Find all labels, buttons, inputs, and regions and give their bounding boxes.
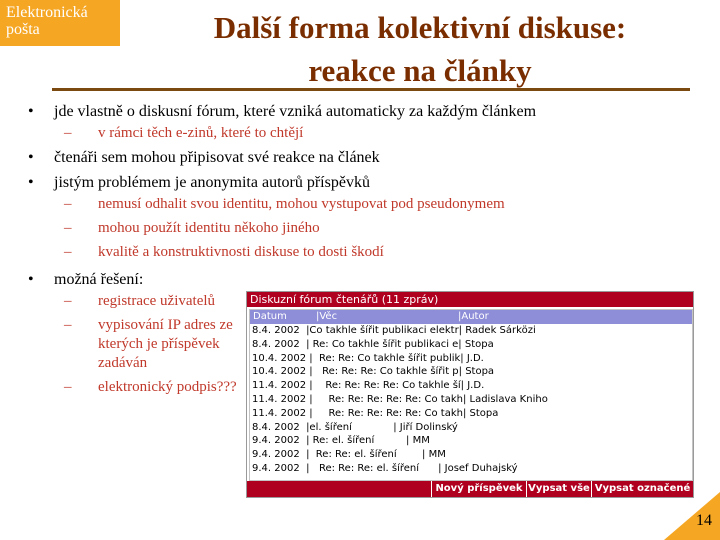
- message-row[interactable]: 10.4. 2002 | Re: Re: Co takhle šířit publik| J.D.: [252, 352, 484, 364]
- title-line-2: reakce na články: [308, 53, 532, 88]
- bullet-text: možná řešení:: [54, 271, 144, 288]
- message-row[interactable]: 8.4. 2002 | Re: Co takhle šířit publikaci e| Stopa: [252, 338, 494, 350]
- list-selected-button[interactable]: Vypsat označené: [591, 481, 693, 497]
- message-row[interactable]: 11.4. 2002 | Re: Re: Re: Re: Co takhle ší| J.D.: [252, 380, 485, 392]
- forum-table-header: [250, 310, 692, 324]
- message-row[interactable]: 9.4. 2002 | Re: Re: Re: el. šíření | Josef Duhajský: [252, 462, 518, 474]
- forum-message-list[interactable]: [249, 309, 693, 481]
- discussion-forum-window: [246, 291, 694, 498]
- forum-button-bar: [247, 481, 693, 497]
- sub-bullet-item: – kvalitě a konstruktivnosti diskuse to dosti škodí: [64, 243, 706, 262]
- section-badge: [0, 0, 120, 46]
- badge-line-2: pošta: [6, 21, 40, 38]
- message-row[interactable]: 8.4. 2002 |Co takhle šířit publikaci elektr| Radek Sárközi: [252, 325, 536, 336]
- list-all-button[interactable]: Vypsat vše: [526, 481, 591, 497]
- column-header-subject[interactable]: |Věc: [316, 311, 338, 322]
- sub-bullet-item: – mohou použít identitu někoho jiného: [64, 219, 706, 238]
- title-line-1: Další forma kolektivní diskuse:: [213, 10, 627, 45]
- page-number: 14: [696, 512, 712, 529]
- bullet-text: jde vlastně o diskusní fórum, které vzniká automaticky za každým článkem: [54, 103, 537, 120]
- column-header-author[interactable]: |Autor: [458, 311, 489, 322]
- sub-bullet-item: – registrace uživatelů: [64, 292, 248, 311]
- slide-title: [150, 6, 690, 92]
- sub-bullet-list: [54, 124, 706, 143]
- message-row[interactable]: 10.4. 2002 | Re: Re: Re: Co takhle šířit p| Stopa: [252, 366, 495, 378]
- sub-bullet-item: – vypisování IP adres ze kterých je příspěvek zadáván: [64, 316, 248, 373]
- badge-line-1: Elektronická: [6, 4, 88, 21]
- bullet-item: [26, 173, 706, 262]
- column-header-date[interactable]: Datum: [253, 311, 287, 322]
- message-row[interactable]: 11.4. 2002 | Re: Re: Re: Re: Re: Co takh| Stopa: [252, 407, 499, 419]
- sub-bullet-item: – nemusí odhalit svou identitu, mohou vystupovat pod pseudonymem: [64, 195, 706, 214]
- message-row[interactable]: 8.4. 2002 |el. šíření | Jiří Dolinský: [252, 421, 458, 433]
- new-post-button[interactable]: Nový příspěvek: [431, 481, 526, 497]
- bullet-text: jistým problémem je anonymita autorů příspěvků: [54, 174, 370, 191]
- sub-bullet-item: – v rámci těch e-zinů, které to chtějí: [64, 124, 706, 143]
- forum-title-bar: Diskuzní fórum čtenářů (11 zpráv): [247, 292, 693, 307]
- bullet-text: čtenáři sem mohou připisovat své reakce na článek: [54, 149, 380, 166]
- sub-bullet-list: [54, 195, 706, 262]
- bullet-item: [26, 148, 706, 168]
- sub-bullet-item: – elektronický podpis???: [64, 378, 248, 397]
- message-row[interactable]: 9.4. 2002 | Re: el. šíření | MM: [252, 435, 430, 447]
- title-divider: [52, 88, 690, 91]
- message-row[interactable]: 11.4. 2002 | Re: Re: Re: Re: Re: Co takh| Ladislava Kniho: [252, 393, 548, 405]
- bullet-item: [26, 102, 706, 143]
- message-row[interactable]: 9.4. 2002 | Re: Re: el. šíření | MM: [252, 449, 446, 461]
